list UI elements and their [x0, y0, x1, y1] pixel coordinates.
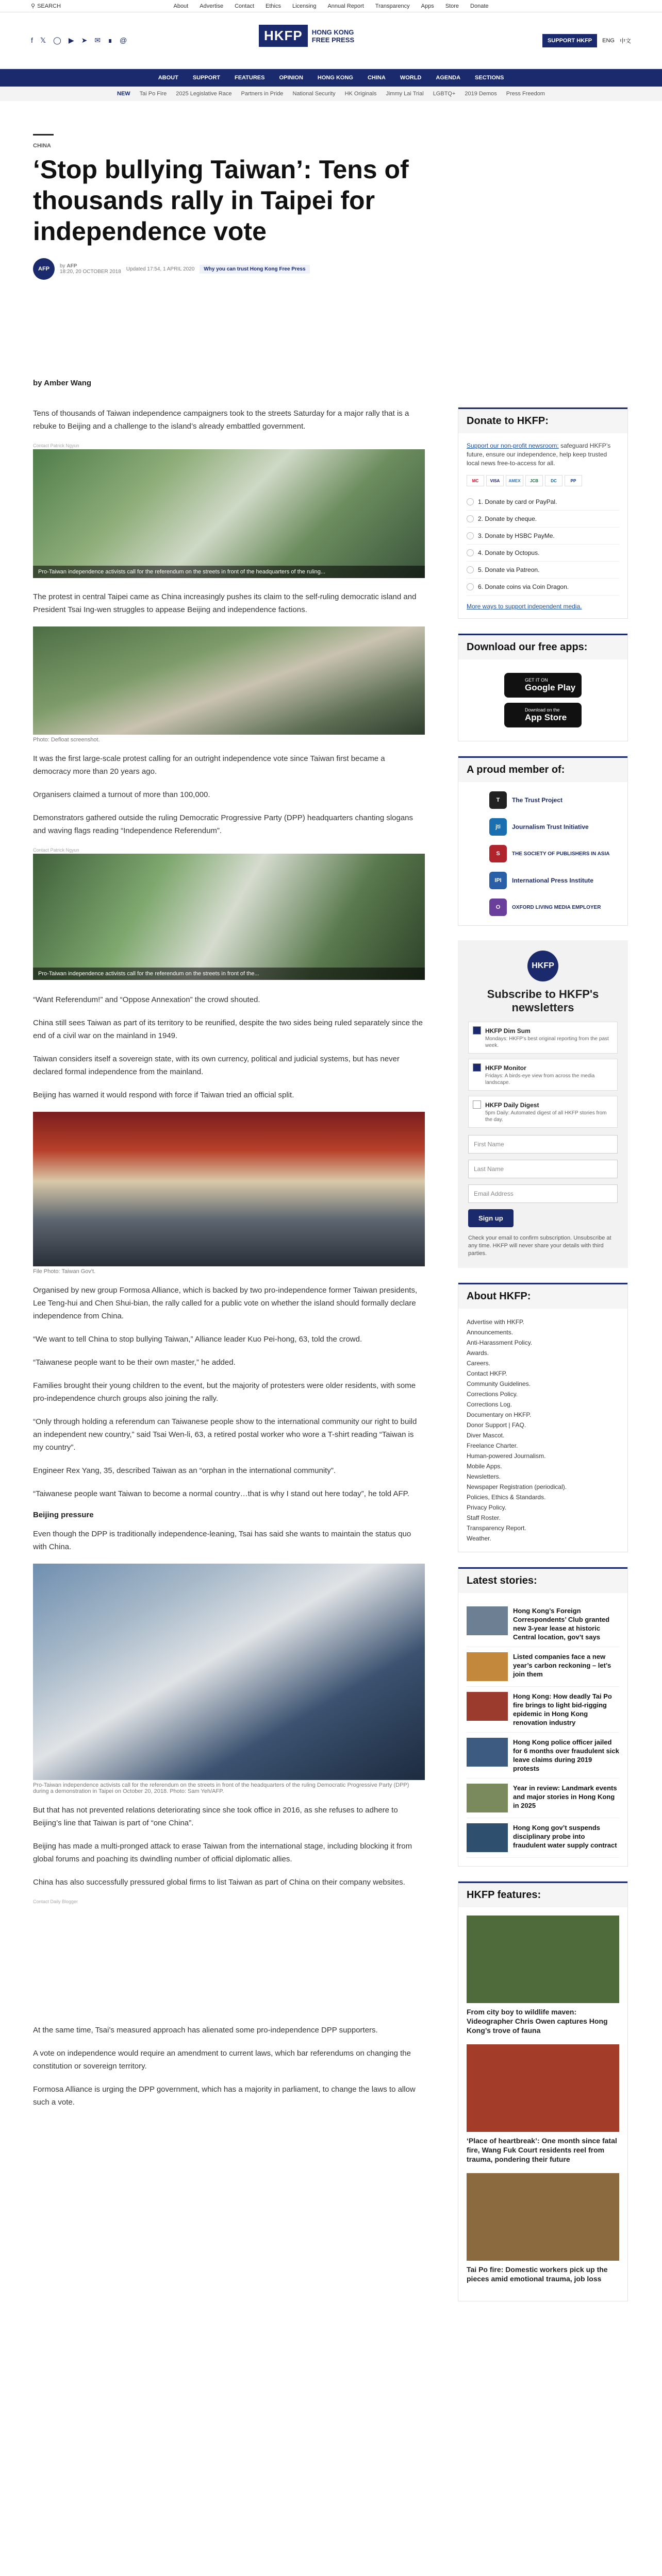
publish-date: 18:20, 20 OCTOBER 2018 [60, 269, 121, 275]
photo-caption: Photo: Defloat screenshot. [33, 737, 100, 743]
nav-world[interactable]: WORLD [400, 75, 422, 81]
paragraph: Beijing has made a multi-pronged attack to erase Taiwan from the international stage, including blocking it from global forums and poaching its dwindling number of official diplomatic allies. [33, 1842, 412, 1863]
instagram-icon[interactable]: ◯ [53, 36, 61, 44]
about-link[interactable]: Policies, Ethics & Standards. [467, 1494, 546, 1501]
trust-project-icon: T [489, 791, 507, 809]
story-title: Year in review: Landmark events and major stories in Hong Kong in 2025 [513, 1784, 617, 1809]
member-sopa[interactable]: S THE SOCIETY OF PUBLISHERS IN ASIA [489, 845, 627, 862]
trust-badge[interactable]: Why you can trust Hong Kong Free Press [200, 265, 309, 274]
mastercard-icon: MC [467, 475, 484, 486]
paragraph: Demonstrators gathered outside the ruling Democratic Progressive Party (DPP) headquarters chanting slogans and waving flags reading “Independence Referendum”. [33, 814, 413, 835]
nav-support[interactable]: SUPPORT [192, 75, 220, 81]
nav-about[interactable]: ABOUT [158, 75, 178, 81]
topic-link[interactable]: National Security [292, 91, 336, 97]
donate-option[interactable]: 1. Donate by card or PayPal. [467, 494, 619, 511]
newsletter-widget [458, 940, 628, 1268]
paragraph: At the same time, Tsai’s measured approach has alienated some pro-independence DPP supporters. [33, 2026, 378, 2035]
member-jti[interactable]: jti Journalism Trust Initiative [489, 818, 627, 836]
story-title: Hong Kong gov’t suspends disciplinary probe into fraudulent water supply contract [513, 1824, 617, 1849]
story-title: Hong Kong: How deadly Tai Po fire brings to light bid-rigging epidemic in Hong Kong renovation industry [513, 1692, 612, 1726]
author-block: by AFP 18:20, 20 OCTOBER 2018 [60, 263, 121, 275]
about-widget [458, 1282, 628, 1552]
feature-thumbnail [467, 2173, 619, 2261]
widget-title: Download our free apps: [458, 634, 627, 659]
nav-china[interactable]: CHINA [367, 75, 386, 81]
site-logo[interactable] [259, 25, 354, 47]
rss-icon[interactable]: ∎ [108, 36, 113, 44]
author-avatar: AFP [33, 258, 55, 280]
last-name-field[interactable]: Last Name [468, 1160, 618, 1178]
radio-icon [467, 515, 474, 522]
latest-story[interactable] [467, 1778, 619, 1818]
protest-signs-photo [33, 1564, 425, 1780]
newsletter-logo: HKFP [527, 951, 558, 981]
author-name[interactable]: AFP [67, 263, 77, 269]
feature-story[interactable] [467, 2044, 619, 2164]
rally-photo-1 [33, 449, 425, 578]
embed-placeholder [33, 1905, 425, 2024]
social-links [31, 36, 127, 45]
photo-caption: Pro-Taiwan independence activists call for the referendum on the streets in front of the headquarters of the ruling... [33, 566, 425, 578]
photo-caption: Pro-Taiwan independence activists call for the referendum on the streets in front of the... [33, 968, 425, 980]
top-link-apps[interactable]: Apps [421, 3, 434, 9]
topic-link[interactable]: Partners in Pride [241, 91, 284, 97]
widget-title: Donate to HKFP: [458, 408, 627, 433]
paragraph: A vote on independence would require an amendment to current laws, which bar referendums on changing the constitution or sovereign territory. [33, 2049, 411, 2071]
topic-link[interactable]: Press Freedom [506, 91, 545, 97]
updated-date: Updated 17:54, 1 APRIL 2020 [126, 266, 195, 272]
nav-sections[interactable]: SECTIONS [475, 75, 504, 81]
widget-title: A proud member of: [458, 756, 627, 782]
ipi-icon: IPI [489, 872, 507, 889]
signup-button[interactable]: Sign up [468, 1209, 514, 1227]
latest-story[interactable] [467, 1601, 619, 1647]
feature-title: ‘Place of heartbreak’: One month since fatal fire, Wang Fuk Court residents reel from trauma, pondering their future [467, 2137, 617, 2163]
paragraph: Taiwan considers itself a sovereign state, with its own currency, political and judicial systems, but has never declared formal independence from the mainland. [33, 1055, 400, 1076]
paragraph: China has also successfully pressured global firms to list Taiwan as part of China on their company websites. [33, 1878, 405, 1887]
rally-photo-3 [33, 854, 425, 980]
newsletter-option-daily-digest[interactable]: HKFP Daily Digest 5pm Daily: Automated digest of all HKFP stories from the day. [468, 1096, 618, 1128]
new-badge: NEW [117, 91, 130, 97]
paragraph: Engineer Rex Yang, 35, described Taiwan as an “orphan in the international community”. [33, 1466, 336, 1475]
taiwan-honor-guard-photo [33, 1112, 425, 1266]
support-hkfp-button[interactable]: SUPPORT HKFP [542, 34, 597, 47]
top-link-transparency[interactable]: Transparency [375, 3, 410, 9]
latest-story[interactable] [467, 1647, 619, 1687]
first-name-field[interactable]: First Name [468, 1135, 618, 1154]
paragraph: Tens of thousands of Taiwan independence campaigners took to the streets Saturday for a major rally that is a rebuke to Beijing and a challenge to the island’s already embattled government. [33, 409, 409, 431]
widget-title: About HKFP: [458, 1283, 627, 1309]
newsletter-option-monitor[interactable]: HKFP Monitor Fridays: A birds-eye view from across the media landscape. [468, 1059, 618, 1091]
oxford-icon: O [489, 899, 507, 916]
mail-icon[interactable]: ✉ [94, 36, 101, 44]
image-credit: Contact Patrick Ngyun [33, 848, 79, 853]
story-title: Hong Kong police officer jailed for 6 months over fraudulent sick leave claims during 2019 protests [513, 1738, 619, 1772]
amex-icon: AMEX [506, 475, 523, 486]
top-link-ethics[interactable]: Ethics [266, 3, 281, 9]
topic-link[interactable]: Tai Po Fire [139, 91, 167, 97]
about-link[interactable]: Privacy Policy. [467, 1504, 507, 1511]
google-play-button[interactable]: GET IT ON Google Play [504, 673, 582, 698]
feature-thumbnail [467, 2044, 619, 2132]
paragraph: Families brought their young children to the event, but the majority of protesters were older residents, with some pro-independence church groups also joining the rally. [33, 1381, 416, 1403]
top-link-contact[interactable]: Contact [235, 3, 255, 9]
jti-icon: jti [489, 818, 507, 836]
story-thumbnail [467, 1823, 508, 1852]
article-body [33, 407, 425, 2119]
article-header [33, 134, 476, 280]
top-link-donate[interactable]: Donate [470, 3, 489, 9]
top-link-advertise[interactable]: Advertise [200, 3, 224, 9]
jcb-icon: JCB [525, 475, 543, 486]
about-link[interactable]: Corrections Log. [467, 1401, 512, 1408]
latest-story[interactable] [467, 1687, 619, 1733]
latest-list [458, 1593, 627, 1866]
top-utility-bar [0, 0, 662, 12]
story-thumbnail [467, 1652, 508, 1681]
app-store-button[interactable]: Download on the App Store [504, 703, 582, 727]
checkbox-icon[interactable] [473, 1063, 481, 1072]
trending-topics-bar [0, 87, 662, 101]
nav-agenda[interactable]: AGENDA [436, 75, 461, 81]
logo-text: HONG KONG FREE PRESS [311, 28, 355, 44]
paragraph: Organised by new group Formosa Alliance, which is backed by two pro-independence former Taiwan presidents, Lee Teng-hui and Chen Shui-bian, the rally called for a public vote on whether the island should formally declare independence from China. [33, 1286, 418, 1320]
story-thumbnail [467, 1738, 508, 1767]
donate-option[interactable]: 6. Donate coins via Coin Dragon. [467, 579, 619, 596]
paragraph: “Only through holding a referendum can Taiwanese people show to the international community our right to build an independent new country,” said Tsai Wen-li, 63, a retired postal worker who wore a T-shirt reading “Taiwan is my country”. [33, 1417, 417, 1452]
sidebar [458, 407, 628, 2316]
about-link[interactable]: Staff Roster. [467, 1514, 501, 1521]
about-link[interactable]: Freelance Charter. [467, 1442, 518, 1449]
title-rule [33, 134, 54, 135]
top-search[interactable] [31, 3, 61, 9]
nav-opinion[interactable]: OPINION [279, 75, 303, 81]
paragraph: Organisers claimed a turnout of more than 100,000. [33, 790, 210, 799]
lang-english[interactable]: ENG [602, 37, 615, 44]
about-list [458, 1309, 627, 1552]
sopa-icon: S [489, 845, 507, 862]
latest-widget [458, 1567, 628, 1867]
about-link[interactable]: Transparency Report. [467, 1524, 526, 1532]
feature-thumbnail [467, 1916, 619, 2003]
donate-option[interactable]: 2. Donate by cheque. [467, 511, 619, 528]
article-byline: by Amber Wang [33, 379, 92, 387]
radio-icon [467, 583, 474, 590]
about-link[interactable]: Advertise with HKFP. [467, 1318, 524, 1326]
about-link[interactable]: Careers. [467, 1360, 491, 1367]
paragraph: Even though the DPP is traditionally independence-leaning, Tsai has said she wants to maintain the status quo with China. [33, 1530, 411, 1551]
newsletter-note: Check your email to confirm subscription. Unsubscribe at any time. HKFP will never share your details with third parties. [468, 1235, 611, 1257]
member-widget [458, 756, 628, 926]
latest-story[interactable] [467, 1733, 619, 1778]
story-thumbnail [467, 1692, 508, 1721]
latest-story[interactable] [467, 1818, 619, 1858]
image-credit: Contact Patrick Ngyun [33, 443, 79, 448]
section-heading: Beijing pressure [33, 1511, 94, 1519]
radio-icon [467, 498, 474, 505]
paragraph: “Taiwanese people want to be their own master,” he added. [33, 1358, 236, 1367]
checkbox-icon[interactable] [473, 1026, 481, 1035]
topic-link[interactable]: LGBTQ+ [433, 91, 456, 97]
donate-widget [458, 407, 628, 619]
article-meta [33, 258, 476, 280]
top-link-store[interactable]: Store [445, 3, 459, 9]
about-link[interactable]: Weather. [467, 1535, 491, 1542]
payment-methods [467, 475, 619, 486]
about-link[interactable]: Diver Mascot. [467, 1432, 505, 1439]
radio-icon [467, 532, 474, 539]
about-link[interactable]: Contact HKFP. [467, 1370, 507, 1377]
about-link[interactable]: Mobile Apps. [467, 1463, 502, 1470]
newsletter-option-dim-sum[interactable]: HKFP Dim Sum Mondays: HKFP's best original reporting from the past week. [468, 1022, 618, 1054]
donate-intro-link[interactable]: Support our non-profit newsroom: [467, 442, 559, 449]
top-link-licensing[interactable]: Licensing [292, 3, 317, 9]
donate-intro: Support our non-profit newsroom: safeguard HKFP’s future, ensure our independence, help keep trusted local news free-to-access for all. [467, 442, 611, 467]
features-widget [458, 1881, 628, 2301]
paragraph: It was the first large-scale protest calling for an outright independence vote since Taiwan first became a democracy more than 20 years ago. [33, 754, 385, 776]
story-title: Hong Kong’s Foreign Correspondents’ Club granted new 3-year lease at historic Central location, gov’t says [513, 1607, 610, 1641]
paragraph: Beijing has warned it would respond with force if Taiwan tried an official split. [33, 1091, 294, 1099]
about-link[interactable]: Corrections Policy. [467, 1391, 518, 1398]
photo-caption: Pro-Taiwan independence activists call for the referendum on the streets in front of the headquarters of the ruling Democratic Progressive Party (DPP) during a demonstration in Taipei on October 20, 2018. Photo: Sam Yeh/AFP. [33, 1782, 409, 1794]
nav-features[interactable]: FEATURES [235, 75, 265, 81]
search-label: SEARCH [37, 3, 61, 9]
paragraph: Formosa Alliance is urging the DPP government, which has a majority in parliament, to change the laws to allow such a vote. [33, 2085, 416, 2107]
paragraph: “Want Referendum!” and “Oppose Annexation” the crowd shouted. [33, 995, 260, 1004]
article-category[interactable]: CHINA [33, 143, 51, 149]
story-thumbnail [467, 1606, 508, 1635]
feature-title: Tai Po fire: Domestic workers pick up the pieces amid emotional trauma, job loss [467, 2265, 608, 2283]
email-field[interactable]: Email Address [468, 1184, 618, 1203]
feature-title: From city boy to wildlife maven: Videographer Chris Owen captures Hong Kong’s trove of fauna [467, 2008, 608, 2035]
article-title: ‘Stop bullying Taiwan’: Tens of thousands rally in Taipei for independence vote [33, 155, 409, 246]
top-link-annual-report[interactable]: Annual Report [327, 3, 364, 9]
paragraph: China still sees Taiwan as part of its territory to be reunified, despite the two sides being ruled separately since the end of a civil war on the mainland in 1949. [33, 1019, 423, 1040]
telegram-icon[interactable]: ➤ [81, 36, 88, 44]
topic-link[interactable]: 2025 Legislative Race [176, 91, 232, 97]
about-link[interactable]: Community Guidelines. [467, 1380, 531, 1387]
topic-link[interactable]: HK Originals [344, 91, 377, 97]
feature-story[interactable] [467, 1916, 619, 2035]
threads-icon[interactable]: @ [120, 36, 127, 44]
donate-option[interactable]: 4. Donate by Octopus. [467, 545, 619, 562]
paragraph: “We want to tell China to stop bullying Taiwan,” Alliance leader Kuo Pei-hong, 63, told the crowd. [33, 1335, 362, 1344]
visa-icon: VISA [486, 475, 504, 486]
about-link[interactable]: Documentary on HKFP. [467, 1411, 532, 1418]
feature-story[interactable] [467, 2173, 619, 2283]
paragraph: The protest in central Taipei came as China increasingly pushes its claim to the self-ruling democratic island and President Tsai Ing-wen struggles to appease Beijing and independence factions. [33, 592, 417, 614]
member-ipi[interactable]: IPI International Press Institute [489, 872, 627, 889]
paragraph: But that has not prevented relations deteriorating since she took office in 2016, as she refuses to adhere to Beijing’s line that Taiwan is part of “one China”. [33, 1806, 398, 1827]
search-icon: ⚲ [31, 3, 36, 9]
topic-link[interactable]: 2019 Demos [465, 91, 497, 97]
apps-widget [458, 633, 628, 741]
image-credit: Contact Daily Blogger [33, 1899, 78, 1904]
diners-icon: DC [545, 475, 562, 486]
main-nav [0, 69, 662, 87]
more-ways-link[interactable]: More ways to support independent media. [467, 603, 582, 610]
rally-photo-2 [33, 626, 425, 735]
radio-icon [467, 549, 474, 556]
about-link[interactable]: Awards. [467, 1349, 489, 1357]
member-trust-project[interactable]: T The Trust Project [489, 791, 627, 809]
story-title: Listed companies face a new year’s carbon reckoning – let’s join them [513, 1653, 611, 1678]
widget-title: Latest stories: [458, 1567, 627, 1593]
story-thumbnail [467, 1784, 508, 1812]
facebook-icon[interactable]: f [31, 36, 33, 44]
header-actions [542, 34, 631, 47]
lang-chinese[interactable]: 中文 [620, 38, 631, 44]
twitter-icon[interactable]: 𝕏 [40, 36, 46, 44]
donate-option[interactable]: 5. Donate via Patreon. [467, 562, 619, 579]
about-link[interactable]: Newsletters. [467, 1473, 501, 1480]
site-header [0, 12, 662, 69]
paragraph: “Taiwanese people want Taiwan to become a normal country…that is why I stand out here today”, he told AFP. [33, 1489, 409, 1498]
checkbox-icon[interactable] [473, 1100, 481, 1109]
member-oxford[interactable]: O OXFORD LIVING MEDIA EMPLOYER [489, 899, 627, 916]
donate-option[interactable]: 3. Donate by HSBC PayMe. [467, 528, 619, 545]
about-link[interactable]: Human-powered Journalism. [467, 1452, 546, 1460]
youtube-icon[interactable]: ▶ [68, 36, 74, 44]
about-link[interactable]: Anti-Harassment Policy. [467, 1339, 533, 1346]
about-link[interactable]: Newspaper Registration (periodical). [467, 1483, 567, 1490]
top-link-about[interactable]: About [173, 3, 189, 9]
logo-mark: HKFP [259, 25, 308, 47]
features-list [458, 1907, 627, 2301]
photo-caption: File Photo: Taiwan Gov't. [33, 1268, 96, 1275]
radio-icon [467, 566, 474, 573]
widget-title: HKFP features: [458, 1882, 627, 1907]
about-link[interactable]: Donor Support | FAQ. [467, 1421, 526, 1429]
paypal-icon: PP [565, 475, 582, 486]
about-link[interactable]: Announcements. [467, 1329, 514, 1336]
nav-hong-kong[interactable]: HONG KONG [317, 75, 353, 81]
topic-link[interactable]: Jimmy Lai Trial [386, 91, 424, 97]
newsletter-title: Subscribe to HKFP's newsletters [487, 988, 599, 1014]
